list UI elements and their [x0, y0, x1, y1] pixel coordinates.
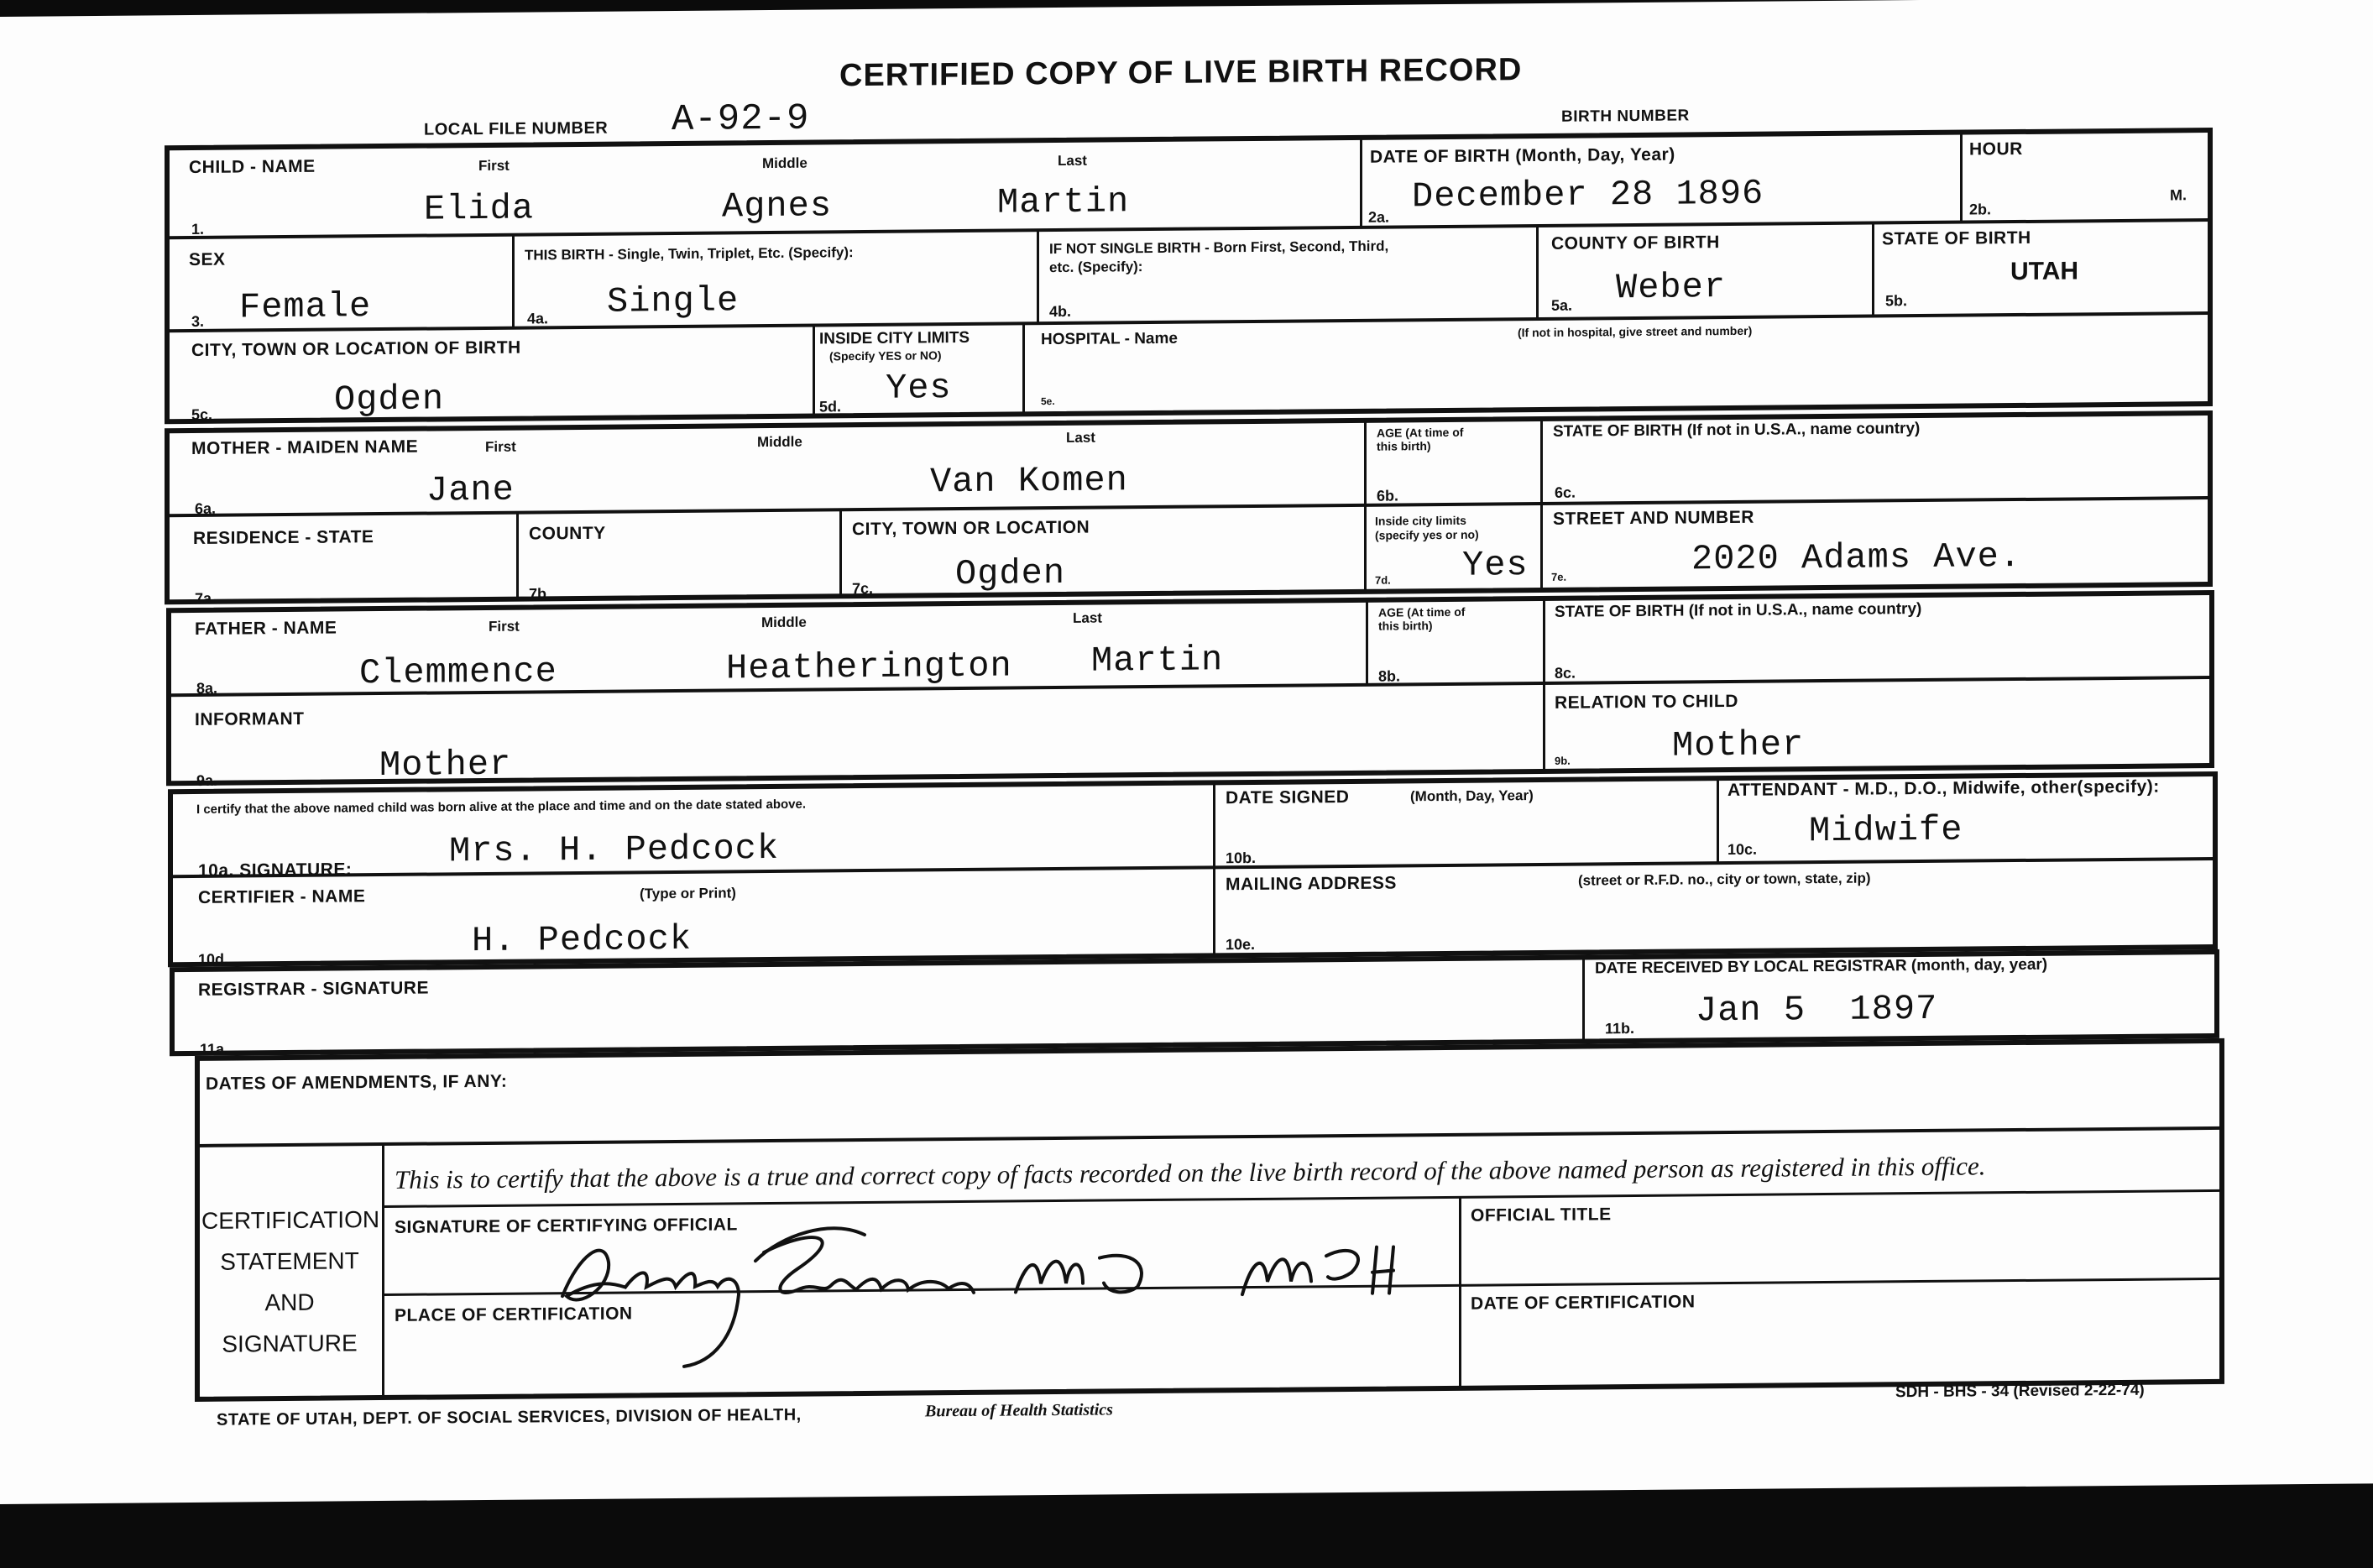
certifier-signature: Mrs. H. Pedcock [449, 828, 780, 872]
hospital-note: (If not in hospital, give street and number) [1518, 323, 1753, 340]
hour-m: M. [2170, 186, 2187, 204]
rule [1037, 230, 1039, 322]
certifier-name-note: (Type or Print) [640, 885, 736, 902]
child-sex: Female [239, 286, 372, 328]
field-number: 7d. [1375, 573, 1391, 587]
street-label: STREET AND NUMBER [1553, 507, 1754, 529]
official-title-label: OFFICIAL TITLE [1471, 1205, 1612, 1226]
certifying-official-label: SIGNATURE OF CERTIFYING OFFICIAL [395, 1215, 738, 1237]
rule [516, 513, 519, 600]
field-number: 2a. [1368, 208, 1390, 226]
child-name-label: CHILD - NAME [189, 156, 316, 178]
attendant-label: ATTENDANT - M.D., D.O., Midwife, other(specify): [1727, 776, 2160, 801]
certification-side-label [201, 1199, 378, 1365]
child-first-name: Elida [424, 188, 535, 230]
mother-first-label: First [485, 438, 516, 455]
field-number: 10e. [1226, 935, 1256, 954]
child-first-label: First [478, 157, 510, 175]
rule [813, 326, 815, 416]
child-section [165, 128, 2213, 424]
field-number: 10c. [1727, 840, 1758, 859]
child-last-label: Last [1058, 152, 1087, 170]
field-number: 8a. [196, 679, 218, 697]
father-age-label-2: this birth) [1378, 619, 1433, 633]
rule [1366, 601, 1368, 685]
side-line-statement: STATEMENT [220, 1247, 359, 1275]
father-first-name: Clemmence [359, 651, 557, 694]
father-first-label: First [489, 618, 520, 635]
child-state: UTAH [2010, 257, 2079, 286]
field-number: 3. [191, 312, 205, 331]
child-dob: December 28 1896 [1412, 173, 1764, 217]
field-number: 9a. [196, 771, 218, 789]
side-line-certification: CERTIFICATION [201, 1206, 380, 1234]
child-county: Weber [1616, 267, 1727, 309]
side-line-signature: SIGNATURE [222, 1330, 358, 1357]
sex-label: SEX [189, 249, 226, 270]
informant-label: INFORMANT [195, 708, 305, 729]
father-name-label: FATHER - NAME [195, 618, 337, 639]
state-of-birth-label: STATE OF BIRTH [1882, 227, 2031, 249]
footer-form-number: SDH - BHS - 34 (Revised 2-22-74) [1895, 1381, 2145, 1402]
field-number: 9b. [1555, 754, 1571, 767]
hour-label: HOUR [1969, 139, 2023, 159]
field-number: 4a. [527, 310, 549, 327]
field-number: 6a. [195, 499, 217, 517]
footer-bureau: Bureau of Health Statistics [925, 1400, 1113, 1421]
if-not-single-label: IF NOT SINGLE BIRTH - Born First, Second, Third, [1049, 238, 1389, 258]
residence-inside-label-2: (specify yes or no) [1375, 527, 1479, 542]
rule [382, 1144, 384, 1396]
residence-state-label: RESIDENCE - STATE [193, 527, 374, 548]
residence-inside-label: Inside city limits [1375, 513, 1466, 528]
residence-inside: Yes [1462, 545, 1529, 586]
field-number: 5a. [1551, 296, 1573, 314]
rule [1543, 599, 1545, 683]
field-number: 4b. [1049, 302, 1072, 321]
field-number: 5b. [1885, 292, 1908, 310]
footer-left: STATE OF UTAH, DEPT. OF SOCIAL SERVICES, DIVISION OF HEALTH, [217, 1405, 802, 1429]
inside-city-label: INSIDE CITY LIMITS [819, 328, 970, 348]
field-number: 7c. [852, 579, 874, 598]
field-number: 5c. [191, 405, 213, 424]
rule [1364, 421, 1367, 593]
field-number: 5d. [819, 398, 842, 416]
document-title: CERTIFIED COPY OF LIVE BIRTH RECORD [839, 52, 1523, 94]
mother-name-label: MOTHER - MAIDEN NAME [191, 436, 419, 459]
side-line-and: AND [264, 1288, 315, 1316]
registrar-date-label: DATE RECEIVED BY LOCAL REGISTRAR (month, day, year) [1595, 955, 2048, 978]
mailing-address-note: (street or R.F.D. no., city or town, state, zip) [1578, 870, 1871, 889]
residence-county-label: COUNTY [529, 523, 606, 544]
rule [839, 510, 842, 597]
child-middle-label: Middle [762, 154, 808, 172]
father-last-label: Last [1073, 609, 1102, 626]
field-number: 7b. [529, 585, 551, 603]
rule [1459, 1198, 1461, 1388]
registrar-date: Jan 5 1897 [1696, 988, 1938, 1032]
local-file-number-value: A-92-9 [672, 97, 810, 142]
rule [1582, 959, 1585, 1041]
field-number: 8c. [1555, 664, 1576, 682]
field-number: 1. [191, 220, 205, 238]
certification-statement: This is to certify that the above is a true and correct copy of facts recorded on the live birth record of the above named person as registered in this office. [395, 1151, 1986, 1194]
mother-age-label: AGE (At time of [1377, 425, 1464, 440]
field-number: 6c. [1555, 483, 1576, 501]
place-of-certification-label: PLACE OF CERTIFICATION [395, 1304, 633, 1325]
father-middle-name: Heatherington [726, 645, 1012, 689]
this-birth-label: THIS BIRTH - Single, Twin, Triplet, Etc. (Specify): [525, 244, 854, 264]
registrar-signature-label: REGISTRAR - SIGNATURE [198, 978, 429, 1000]
rule [1536, 226, 1539, 318]
residence-city: Ogden [955, 552, 1066, 595]
child-this-birth: Single [607, 280, 740, 322]
field-number: 7a. [195, 589, 217, 607]
relation-value: Mother [1672, 724, 1805, 766]
date-signed-note: (Month, Day, Year) [1410, 787, 1534, 805]
certify-statement: I certify that the above named child was born alive at the place and time and on the date stated above. [196, 797, 807, 817]
father-last-name: Martin [1091, 640, 1224, 682]
father-middle-label: Middle [761, 614, 807, 631]
residence-street: 2020 Adams Ave. [1691, 536, 2022, 580]
field-number: 2b. [1969, 201, 1992, 218]
inside-city-label-2: (Specify YES or NO) [829, 348, 942, 363]
rule [1543, 683, 1545, 771]
dob-label: DATE OF BIRTH (Month, Day, Year) [1370, 144, 1675, 167]
rule [512, 235, 515, 327]
signature-label: 10a. SIGNATURE: [198, 860, 353, 881]
child-middle-name: Agnes [722, 186, 833, 227]
child-last-name: Martin [997, 181, 1130, 223]
field-number: 6b. [1377, 487, 1399, 504]
rule [1213, 783, 1215, 954]
if-not-single-label-2: etc. (Specify): [1049, 259, 1143, 276]
mother-age-label-2: this birth) [1377, 439, 1431, 453]
rule [1360, 139, 1362, 227]
hospital-label: HOSPITAL - Name [1041, 329, 1178, 349]
attendant-value: Midwife [1809, 809, 1963, 852]
certifier-name: H. Pedcock [472, 918, 693, 962]
rule [1960, 134, 1963, 222]
rule [1540, 420, 1543, 591]
informant-value: Mother [379, 744, 512, 787]
field-number: 10d. [198, 950, 229, 968]
mother-last-label: Last [1066, 429, 1095, 446]
certifier-name-label: CERTIFIER - NAME [198, 886, 366, 907]
date-of-certification-label: DATE OF CERTIFICATION [1471, 1292, 1696, 1314]
father-state-label: STATE OF BIRTH (If not in U.S.A., name country) [1555, 600, 1922, 621]
field-number: 11a. [200, 1040, 229, 1058]
mother-middle-label: Middle [757, 433, 802, 451]
field-number: 7e. [1551, 570, 1567, 583]
relation-label: RELATION TO CHILD [1555, 691, 1738, 713]
birth-number-label: BIRTH NUMBER [1561, 107, 1690, 126]
mother-first-name: Jane [426, 469, 515, 511]
residence-city-label: CITY, TOWN OR LOCATION [852, 517, 1090, 540]
rule [1872, 223, 1874, 316]
father-age-label: AGE (At time of [1378, 604, 1466, 619]
child-inside-city: Yes [886, 368, 952, 409]
county-of-birth-label: COUNTY OF BIRTH [1551, 233, 1720, 253]
mailing-address-label: MAILING ADDRESS [1226, 873, 1397, 895]
amendments-label: DATES OF AMENDMENTS, IF ANY: [206, 1071, 508, 1094]
field-number: 11b. [1605, 1020, 1635, 1037]
mother-state-label: STATE OF BIRTH (If not in U.S.A., name country) [1553, 420, 1921, 441]
child-city: Ogden [334, 379, 445, 421]
rule [1717, 779, 1719, 863]
field-number: 5e. [1041, 395, 1055, 408]
field-number: 10b. [1226, 849, 1257, 867]
mother-last-name: Van Komen [930, 460, 1128, 503]
city-of-birth-label: CITY, TOWN OR LOCATION OF BIRTH [191, 337, 521, 361]
local-file-number-label: LOCAL FILE NUMBER [424, 118, 609, 139]
field-number: 8b. [1378, 667, 1401, 685]
official-signature-icon [546, 1196, 1427, 1372]
date-signed-label: DATE SIGNED [1226, 787, 1350, 808]
rule [1022, 323, 1025, 414]
